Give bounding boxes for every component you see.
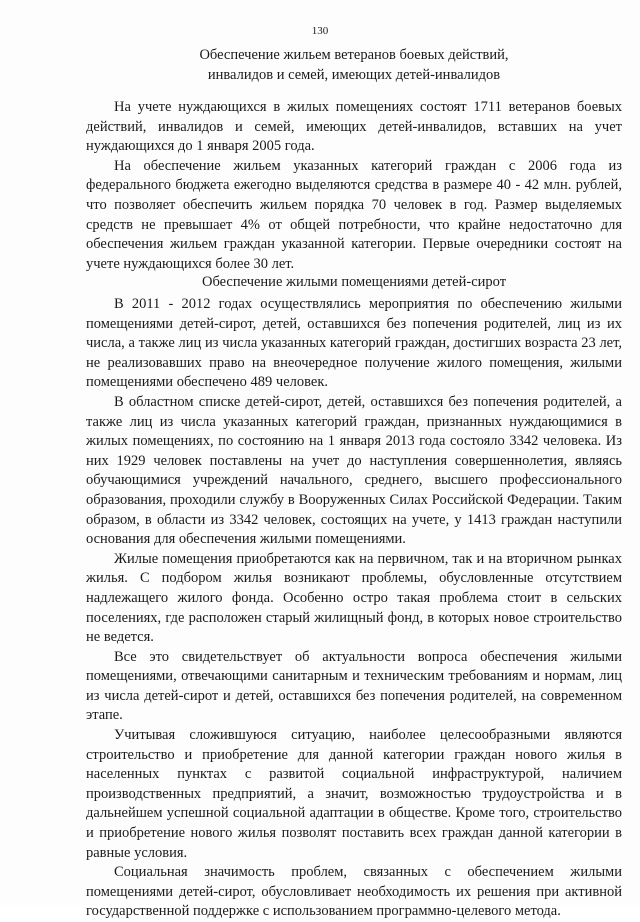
section-title-orphans-housing: Обеспечение жилыми помещениями детей-сирот xyxy=(201,274,507,290)
paragraph: На обеспечение жильем указанных категорий граждан с 2006 года из федерального бюджета ежегодно выделяются средства в размере 40 - 42 млн. рублей, что позволяет обеспечить жильем порядка 70 человек в год. Размер выделяемых средств не превышает 4% от общей потребности, что крайне недостаточно для обеспечения жильем граждан указанной категории. Первые очередники состоят на учете нуждающихся более 30 лет. xyxy=(86,157,622,272)
paragraph: Учитывая сложившуюся ситуацию, наиболее целесообразными являются строительство и приобретение для данной категории граждан нового жилья в населенных пунктах с развитой социальной инфраструктурой, наличием производственных предприятий, а значит, возможностью трудоустройства и в дальнейшем успешной социальной адаптации в обществе. Кроме того, строительство и приобретение нового жилья позволят поставить всех граждан данной категории в равные условия. xyxy=(86,727,622,861)
paragraph: В областном списке детей-сирот, детей, оставшихся без попечения родителей, а также лиц из числа указанных категорий граждан, признанных нуждающимися в жилых помещениях, по состоянию на 1 января 2013 года состояло 3342 человека. Из них 1929 человек поставлены на учет до наступления совершеннолетия, являясь обучающимися учреждений начального, среднего, высшего профессионального образования, проходили службу в Вооруженных Силах Российской Федерации. Таким образом, в области из 3342 человек, состоящих на учете, у 1413 граждан наступили основания для обеспечения жилыми помещениями. xyxy=(86,393,622,548)
section-title-veterans-housing xyxy=(86,46,622,85)
section-title-line: Обеспечение жильем ветеранов боевых действий, xyxy=(199,47,509,63)
page-number: 130 xyxy=(311,25,329,37)
paragraph: Социальная значимость проблем, связанных с обеспечением жилыми помещениями детей-сирот, обусловливает необходимость их решения при активной государственной поддержке с использованием программно-целевого метода. xyxy=(86,864,622,920)
paragraph: На учете нуждающихся в жилых помещениях состоят 1711 ветеранов боевых действий, инвалидов и семей, имеющих детей-инвалидов, вставших на учет нуждающихся до 1 января 2005 года. xyxy=(86,99,622,155)
section-title-line: инвалидов и семей, имеющих детей-инвалидов xyxy=(207,66,501,83)
section-veterans-housing-body xyxy=(86,98,622,274)
paragraph: Жилые помещения приобретаются как на первичном, так и на вторичном рынках жилья. С подбором жилья возникают проблемы, обусловленные отсутствием надлежащего жилого фонда. Особенно остро такая проблема стоит в сельских поселениях, где расположен старый жилищный фонд, в которых новое строительство не ведется. xyxy=(86,550,622,646)
paragraph: Все это свидетельствует об актуальности вопроса обеспечения жилыми помещениями, отвечающими санитарным и техническим требованиям и нормам, лиц из числа детей-сирот и детей, оставшихся без попечения родителей, на современном этапе. xyxy=(86,648,622,724)
section-orphans-housing-body xyxy=(86,295,622,922)
paragraph: В 2011 - 2012 годах осуществлялись мероприятия по обеспечению жилыми помещениями детей-сирот, детей, оставшихся без попечения родителей, лиц из их числа, а также лиц из числа указанных категорий граждан, достигших возраста 23 лет, не реализовавших право на внеочередное получение жилого помещения, жилыми помещениями обеспечено 489 человек. xyxy=(86,296,622,391)
